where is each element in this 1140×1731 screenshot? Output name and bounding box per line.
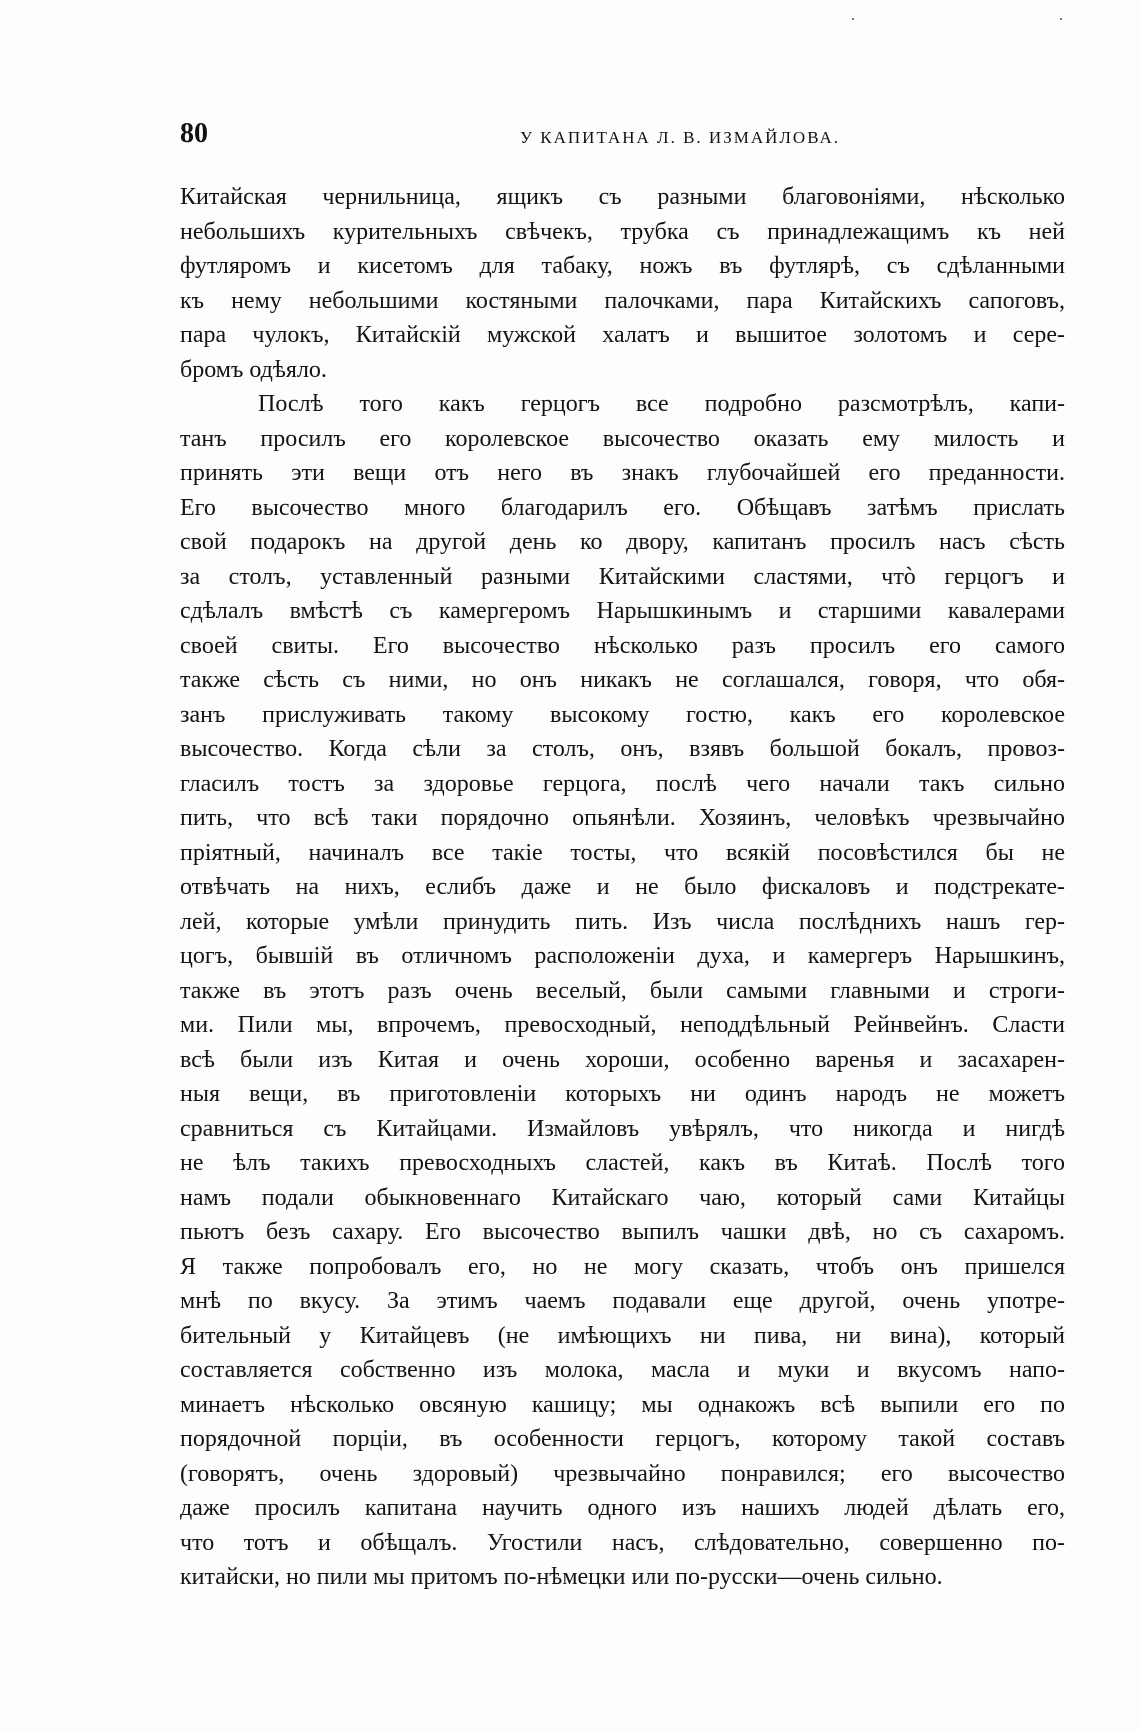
text-line: свой подарокъ на другой день ко двору, капитанъ просилъ насъ сѣсть: [180, 529, 1065, 555]
text-line: принять эти вещи отъ него въ знакъ глубочайшей его преданности.: [180, 460, 1065, 486]
text-line: ныя вещи, въ приготовленіи которыхъ ни одинъ народъ не можетъ: [180, 1081, 1065, 1107]
text-line: Послѣ того какъ герцогъ все подробно разсмотрѣлъ, капи-: [258, 391, 1065, 417]
text-line: ми. Пили мы, впрочемъ, превосходный, неподдѣльный Рейнвейнъ. Сласти: [180, 1012, 1065, 1038]
text-line: небольшихъ курительныхъ свѣчекъ, трубка съ принадлежащимъ къ ней: [180, 218, 1065, 245]
text-line: гласилъ тостъ за здоровье герцога, послѣ чего начали такъ сильно: [180, 770, 1065, 797]
text-line: Я также попробовалъ его, но не могу сказать, чтобъ онъ пришелся: [180, 1253, 1065, 1280]
text-line: мнѣ по вкусу. За этимъ чаемъ подавали еще другой, очень употре-: [180, 1288, 1065, 1314]
text-line: цогъ, бывшій въ отличномъ расположеніи духа, и камергеръ Нарышкинъ,: [180, 943, 1065, 969]
page-number: 80: [180, 118, 208, 149]
text-line: футляромъ и кисетомъ для табаку, ножъ въ футлярѣ, съ сдѣланными: [180, 253, 1065, 279]
text-line: пара чулокъ, Китайскій мужской халатъ и вышитое золотомъ и сере-: [180, 322, 1065, 348]
text-line: бромъ одѣяло.: [180, 356, 327, 383]
text-line: высочество. Когда сѣли за столъ, онъ, взявъ большой бокалъ, провоз-: [180, 736, 1065, 762]
text-line: минаетъ нѣсколько овсяную кашицу; мы однакожъ всѣ выпили его по: [180, 1391, 1065, 1418]
text-line: всѣ были изъ Китая и очень хороши, особенно варенья и засахарен-: [180, 1046, 1065, 1073]
text-line: китайски, но пили мы притомъ по-нѣмецки или по-русски—очень сильно.: [180, 1564, 943, 1590]
text-line: бительный у Китайцевъ (не имѣющихъ ни пива, ни вина), который: [180, 1322, 1065, 1349]
text-line: что тотъ и обѣщалъ. Угостили насъ, слѣдовательно, совершенно по-: [180, 1529, 1065, 1556]
text-line: пьютъ безъ сахару. Его высочество выпилъ чашки двѣ, но съ сахаромъ.: [180, 1219, 1065, 1245]
text-line: сдѣлалъ вмѣстѣ съ камергеромъ Нарышкинымъ и старшими кавалерами: [180, 598, 1065, 624]
text-line: Его высочество много благодарилъ его. Обѣщавъ затѣмъ прислать: [180, 494, 1065, 521]
text-line: порядочной порціи, въ особенности герцогъ, которому такой составъ: [180, 1426, 1065, 1452]
scan-speck: [852, 18, 854, 20]
text-line: лей, которые умѣли принудить пить. Изъ числа послѣднихъ нашъ гер-: [180, 908, 1065, 935]
page-header: [180, 118, 1060, 158]
text-line: къ нему небольшими костяными палочками, пара Китайскихъ сапоговъ,: [180, 287, 1065, 314]
paragraph: [180, 180, 1065, 387]
text-line: намъ подали обыкновеннаго Китайскаго чаю, который сами Китайцы: [180, 1184, 1065, 1211]
text-line: даже просилъ капитана научить одного изъ нашихъ людей дѣлать его,: [180, 1495, 1065, 1521]
text-line: также сѣсть съ ними, но онъ никакъ не соглашался, говоря, что обя-: [180, 667, 1065, 693]
text-line: отвѣчать на нихъ, еслибъ даже и не было фискаловъ и подстрекате-: [180, 874, 1065, 900]
text-line: своей свиты. Его высочество нѣсколько разъ просилъ его самого: [180, 632, 1065, 659]
text-line: танъ просилъ его королевское высочество оказать ему милость и: [180, 425, 1065, 452]
running-title: У КАПИТАНА Л. В. ИЗМАЙЛОВА.: [519, 128, 840, 147]
scan-speck: [1060, 18, 1062, 20]
paragraph: [180, 387, 1065, 1595]
text-line: сравниться съ Китайцами. Измайловъ увѣрялъ, что никогда и нигдѣ: [180, 1115, 1065, 1142]
text-line: также въ этотъ разъ очень веселый, были самыми главными и строги-: [180, 977, 1065, 1004]
text-line: не ѣлъ такихъ превосходныхъ сластей, какъ въ Китаѣ. Послѣ того: [180, 1150, 1065, 1176]
text-line: составляется собственно изъ молока, масла и муки и вкусомъ напо-: [180, 1357, 1065, 1383]
text-line: (говорятъ, очень здоровый) чрезвычайно понравился; его высочество: [180, 1460, 1065, 1487]
text-line: пріятный, начиналъ все такіе тосты, что всякій посовѣстился бы не: [180, 839, 1065, 866]
body-text: [180, 180, 1065, 1595]
text-line: за столъ, уставленный разными Китайскими сластями, чтò герцогъ и: [180, 563, 1065, 590]
text-line: занъ прислуживать такому высокому гостю, какъ его королевское: [180, 701, 1065, 728]
text-line: пить, что всѣ таки порядочно опьянѣли. Хозяинъ, человѣкъ чрезвычайно: [180, 805, 1065, 831]
text-line: Китайская чернильница, ящикъ съ разными благовоніями, нѣсколько: [180, 184, 1065, 210]
